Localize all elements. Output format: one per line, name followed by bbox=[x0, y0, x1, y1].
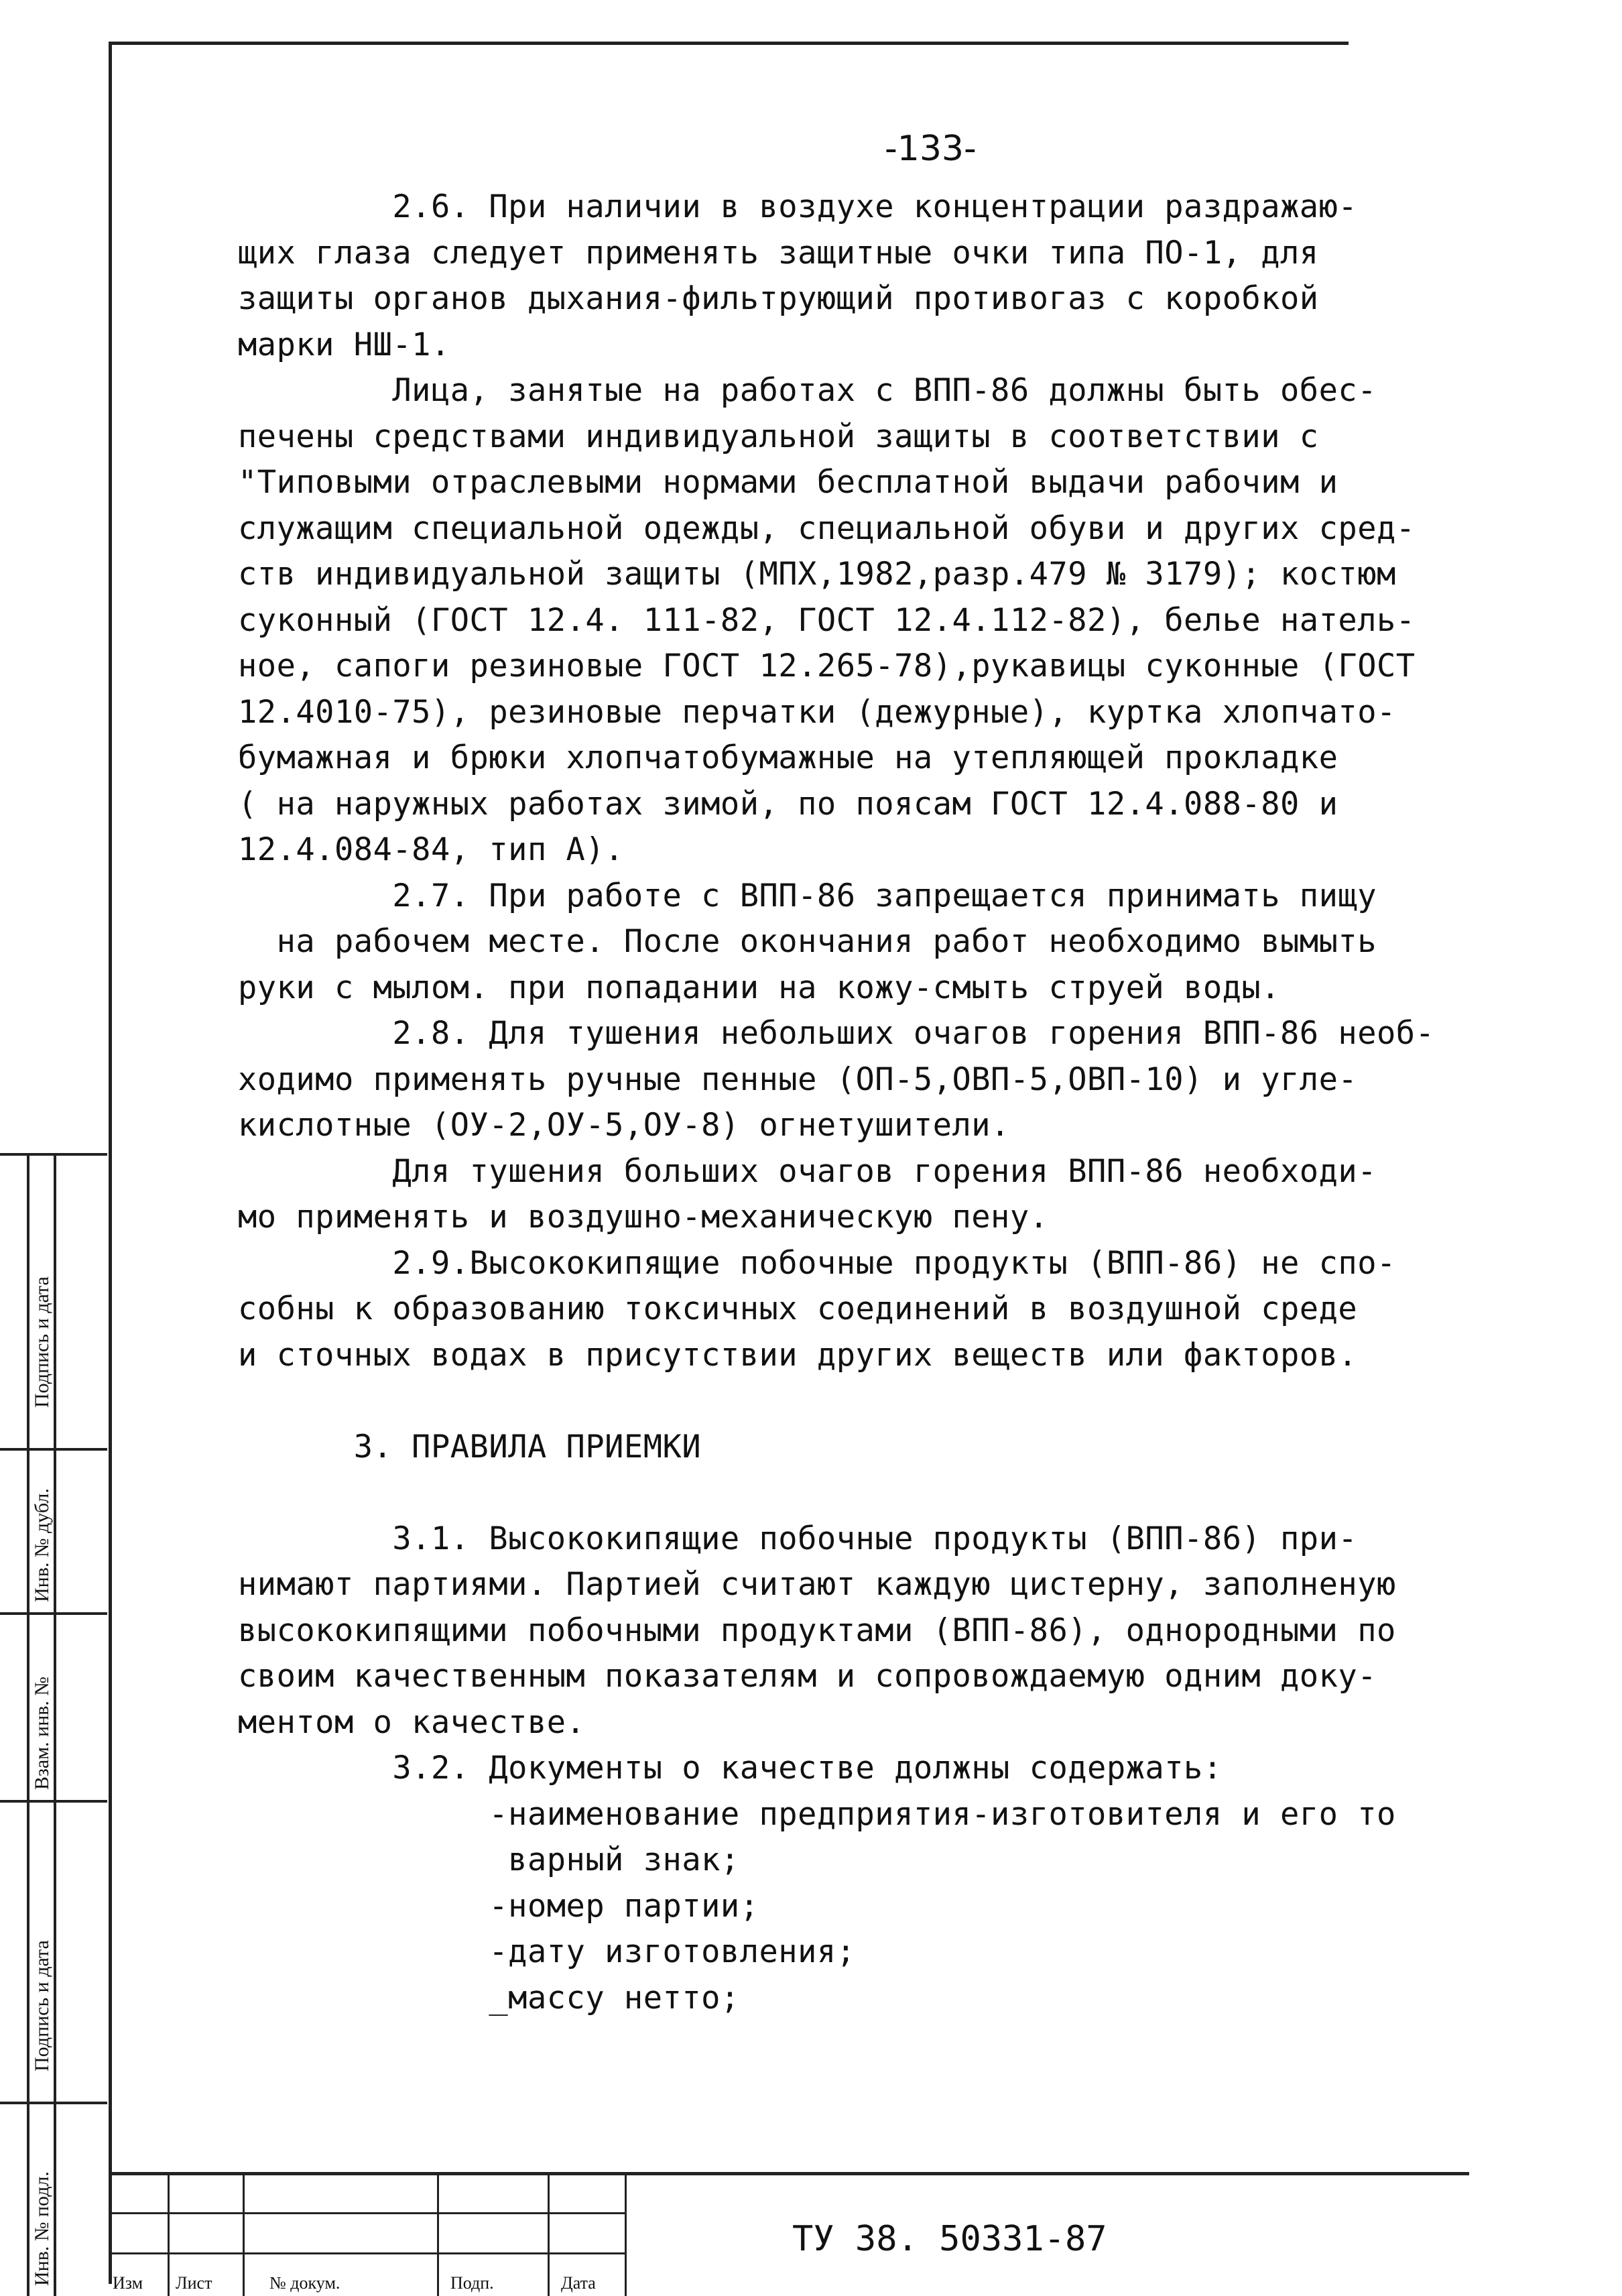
text-line: -номер партии; bbox=[238, 1887, 759, 1925]
text-line: руки с мылом. при попадании на кожу-смыть струей воды. bbox=[238, 969, 1281, 1006]
stamp-divider bbox=[0, 1153, 107, 1156]
stamp-divider bbox=[0, 2102, 107, 2104]
stamp-label-signature-date-2: Подпись и дата bbox=[31, 1940, 53, 2071]
stamp-divider bbox=[0, 1800, 107, 1803]
text-line: ное, сапоги резиновые ГОСТ 12.265-78),рукавицы суконные (ГОСТ bbox=[238, 648, 1416, 684]
title-block-header-doc-number: № докум. bbox=[269, 2273, 340, 2293]
text-line: марки НШ-1. bbox=[238, 326, 450, 363]
text-line: ходимо применять ручные пенные (ОП-5,ОВП-5,ОВП-10) и угле- bbox=[238, 1061, 1358, 1098]
title-block-col-divider bbox=[168, 2172, 170, 2296]
stamp-divider bbox=[27, 1153, 29, 2296]
title-block-header-signature: Подп. bbox=[450, 2273, 494, 2293]
title-block bbox=[109, 2172, 1469, 2296]
title-block-col-divider bbox=[625, 2172, 627, 2296]
stamp-label-signature-date: Подпись и дата bbox=[31, 1276, 53, 1408]
text-line: ств индивидуальной защиты (МПХ,1982,разр.479 № 3179); костюм bbox=[238, 556, 1396, 593]
stamp-label-dup-inv: Инв. № дубл. bbox=[31, 1488, 53, 1602]
page-frame-top-border bbox=[109, 42, 1349, 45]
title-block-col-divider bbox=[243, 2172, 245, 2296]
title-block-top-border bbox=[109, 2172, 1469, 2175]
text-line: варный знак; bbox=[238, 1841, 740, 1878]
stamp-label-replace-inv: Взам. инв. № bbox=[31, 1676, 53, 1790]
stamp-divider bbox=[54, 1153, 56, 2296]
page-frame-left-border bbox=[109, 42, 112, 2284]
text-line: высококипящими побочными продуктами (ВПП-86), однородными по bbox=[238, 1612, 1396, 1649]
text-line: на рабочем месте. После окончания работ необходимо вымыть bbox=[238, 923, 1377, 960]
stamp-divider bbox=[0, 1448, 107, 1451]
title-block-header-sheet: Лист bbox=[176, 2273, 212, 2293]
document-body bbox=[238, 184, 1511, 2021]
title-block-header-date: Дата bbox=[561, 2273, 596, 2293]
text-line: бумажная и брюки хлопчатобумажные на утепляющей прокладке bbox=[238, 739, 1338, 776]
text-line: 12.4.084-84, тип А). bbox=[238, 831, 624, 868]
text-line: суконный (ГОСТ 12.4. 111-82, ГОСТ 12.4.112-82), белье натель- bbox=[238, 601, 1416, 639]
text-line: 3.2. Документы о качестве должны содержать: bbox=[238, 1750, 1223, 1787]
text-line: Для тушения больших очагов горения ВПП-86 необходи- bbox=[238, 1152, 1377, 1190]
title-block-col-divider bbox=[548, 2172, 550, 2296]
title-block-header-change: Изм bbox=[113, 2273, 143, 2293]
text-line: 2.7. При работе с ВПП-86 запрещается принимать пищу bbox=[238, 877, 1377, 914]
text-line: -дату изготовления; bbox=[238, 1933, 856, 1970]
text-line: печены средствами индивидуальной защиты в соответствии с bbox=[238, 418, 1319, 455]
text-line: служащим специальной одежды, специальной обуви и других сред- bbox=[238, 509, 1416, 547]
text-line bbox=[238, 1470, 1511, 1516]
stamp-label-orig-inv: Инв. № подл. bbox=[31, 2171, 53, 2286]
stamp-divider bbox=[0, 1612, 107, 1615]
text-line: ментом о качестве. bbox=[238, 1703, 586, 1741]
text-line: 2.9.Высококипящие побочные продукты (ВПП-86) не спо- bbox=[238, 1244, 1396, 1282]
text-line: 12.4010-75), резиновые перчатки (дежурные), куртка хлопчато- bbox=[238, 693, 1396, 731]
text-line: кислотные (ОУ-2,ОУ-5,ОУ-8) огнетушители. bbox=[238, 1107, 1010, 1144]
text-line: -наименование предприятия-изготовителя и его то bbox=[238, 1795, 1396, 1833]
text-line: защиты органов дыхания-фильтрующий противогаз с коробкой bbox=[238, 280, 1319, 317]
page-number: -133- bbox=[885, 129, 977, 169]
text-line: собны к образованию токсичных соединений в воздушной среде bbox=[238, 1290, 1358, 1327]
document-code: ТУ 38. 50331-87 bbox=[792, 2219, 1107, 2259]
text-line bbox=[238, 1378, 1511, 1425]
text-line: мо применять и воздушно-механическую пену. bbox=[238, 1199, 1049, 1235]
text-line: 3. ПРАВИЛА ПРИЕМКИ bbox=[238, 1428, 702, 1465]
text-line: щих глаза следует применять защитные очки типа ПО-1, для bbox=[238, 234, 1319, 271]
text-line: "Типовыми отраслевыми нормами бесплатной выдачи рабочим и bbox=[238, 464, 1338, 501]
text-line: Лица, занятые на работах с ВПП-86 должны быть обес- bbox=[238, 372, 1377, 409]
text-line: 2.6. При наличии в воздухе концентрации раздражаю- bbox=[238, 188, 1358, 225]
text-line: и сточных водах в присутствии других веществ или факторов. bbox=[238, 1336, 1358, 1374]
text-line: 3.1. Высококипящие побочные продукты (ВПП-86) при- bbox=[238, 1520, 1358, 1557]
title-block-col-divider bbox=[437, 2172, 439, 2296]
text-line: 2.8. Для тушения небольших очагов горения ВПП-86 необ- bbox=[238, 1015, 1435, 1052]
text-line: ( на наружных работах зимой, по поясам ГОСТ 12.4.088-80 и bbox=[238, 785, 1338, 823]
margin-stamp bbox=[0, 1153, 107, 2296]
text-line: нимают партиями. Партией считают каждую цистерну, заполненую bbox=[238, 1566, 1396, 1603]
text-line: _массу нетто; bbox=[238, 1979, 740, 2016]
text-line: своим качественным показателям и сопровождаемую одним доку- bbox=[238, 1658, 1377, 1695]
